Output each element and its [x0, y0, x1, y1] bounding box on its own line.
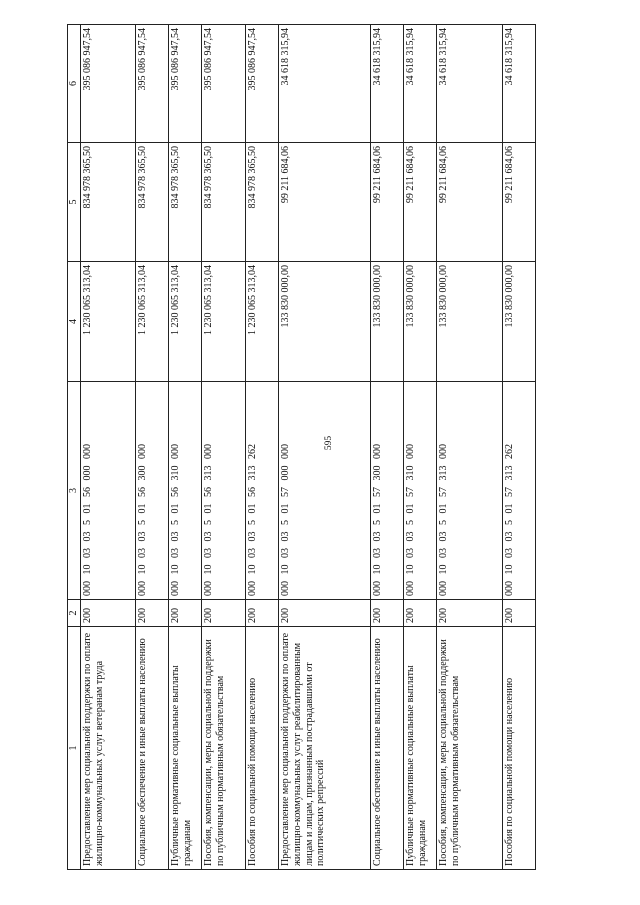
row-admin-code: 200 [81, 600, 136, 627]
row-value-col4: 133 830 000,00 [437, 262, 503, 382]
row-value-col4: 133 830 000,00 [371, 262, 404, 382]
row-budget-code: 000 10 03 03 5 01 56 300 000 [136, 382, 169, 600]
row-name: Публичные нормативные социальные выплаты гражданам [404, 627, 437, 870]
row-value-col5: 99 211 684,06 [279, 143, 371, 262]
row-value-col5: 99 211 684,06 [437, 143, 503, 262]
budget-table [67, 24, 536, 870]
row-admin-code: 200 [136, 600, 169, 627]
row-budget-code: 000 10 03 03 5 01 56 313 000 [202, 382, 246, 600]
row-budget-code: 000 10 03 03 5 01 56 313 262 [246, 382, 279, 600]
row-name: Публичные нормативные социальные выплаты гражданам [169, 627, 202, 870]
row-budget-code: 000 10 03 03 5 01 57 300 000 [371, 382, 404, 600]
row-value-col4: 1 230 065 313,04 [136, 262, 169, 382]
row-value-col6: 34 618 315,94 [279, 25, 371, 143]
table-row [136, 25, 169, 870]
table-row [404, 25, 437, 870]
row-admin-code: 200 [404, 600, 437, 627]
table-row [371, 25, 404, 870]
row-value-col5: 834 978 365,50 [169, 143, 202, 262]
row-budget-code: 000 10 03 03 5 01 57 313 262 [503, 382, 536, 600]
row-value-col5: 834 978 365,50 [202, 143, 246, 262]
row-budget-code: 000 10 03 03 5 01 56 310 000 [169, 382, 202, 600]
row-admin-code: 200 [279, 600, 371, 627]
row-admin-code: 200 [246, 600, 279, 627]
table-row [246, 25, 279, 870]
row-admin-code: 200 [169, 600, 202, 627]
row-name: Пособия по социальной помощи населению [246, 627, 279, 870]
rotated-table-container [67, 25, 577, 870]
column-header: 2 [68, 600, 81, 627]
column-header: 5 [68, 143, 81, 262]
row-value-col6: 34 618 315,94 [371, 25, 404, 143]
page-number: 595 [324, 435, 334, 451]
table-row [503, 25, 536, 870]
row-admin-code: 200 [202, 600, 246, 627]
row-value-col6: 395 086 947,54 [202, 25, 246, 143]
row-budget-code: 000 10 03 03 5 01 56 000 000 [81, 382, 136, 600]
row-value-col5: 834 978 365,50 [81, 143, 136, 262]
row-budget-code: 000 10 03 03 5 01 57 310 000 [404, 382, 437, 600]
row-name: Пособия по социальной помощи населению [503, 627, 536, 870]
row-value-col4: 1 230 065 313,04 [202, 262, 246, 382]
row-value-col4: 1 230 065 313,04 [169, 262, 202, 382]
row-value-col5: 834 978 365,50 [136, 143, 169, 262]
row-budget-code: 000 10 03 03 5 01 57 000 000 [279, 382, 371, 600]
row-value-col5: 99 211 684,06 [503, 143, 536, 262]
row-value-col5: 99 211 684,06 [404, 143, 437, 262]
row-name: Предоставление мер социальной поддержки по оплате жилищно-коммунальных услуг ветеранам труда [81, 627, 136, 870]
row-admin-code: 200 [503, 600, 536, 627]
row-name: Социальное обеспечение и иные выплаты населению [371, 627, 404, 870]
table-header-row [68, 25, 81, 870]
table-row [81, 25, 136, 870]
row-name: Пособия, компенсации, меры социальной поддержки по публичным нормативным обязательствам [437, 627, 503, 870]
row-value-col6: 34 618 315,94 [503, 25, 536, 143]
row-value-col6: 395 086 947,54 [136, 25, 169, 143]
row-value-col6: 34 618 315,94 [404, 25, 437, 143]
row-budget-code: 000 10 03 03 5 01 57 313 000 [437, 382, 503, 600]
row-name: Пособия, компенсации, меры социальной поддержки по публичным нормативным обязательствам [202, 627, 246, 870]
row-value-col4: 133 830 000,00 [279, 262, 371, 382]
column-header: 1 [68, 627, 81, 870]
row-value-col4: 1 230 065 313,04 [246, 262, 279, 382]
row-value-col6: 395 086 947,54 [81, 25, 136, 143]
row-value-col4: 133 830 000,00 [404, 262, 437, 382]
row-value-col4: 133 830 000,00 [503, 262, 536, 382]
table-row [169, 25, 202, 870]
table-row [279, 25, 371, 870]
column-header: 6 [68, 25, 81, 143]
row-name: Социальное обеспечение и иные выплаты населению [136, 627, 169, 870]
row-value-col5: 99 211 684,06 [371, 143, 404, 262]
row-admin-code: 200 [437, 600, 503, 627]
table-row [202, 25, 246, 870]
row-value-col4: 1 230 065 313,04 [81, 262, 136, 382]
row-value-col6: 34 618 315,94 [437, 25, 503, 143]
row-admin-code: 200 [371, 600, 404, 627]
row-value-col6: 395 086 947,54 [169, 25, 202, 143]
column-header: 4 [68, 262, 81, 382]
table-row [437, 25, 503, 870]
row-value-col5: 834 978 365,50 [246, 143, 279, 262]
row-value-col6: 395 086 947,54 [246, 25, 279, 143]
column-header: 3 [68, 382, 81, 600]
row-name: Предоставление мер социальной поддержки по оплате жилищно-коммунальных услуг реабилитированным лицам и лицам, признанным пострадавшими от политических репрессий [279, 627, 371, 870]
